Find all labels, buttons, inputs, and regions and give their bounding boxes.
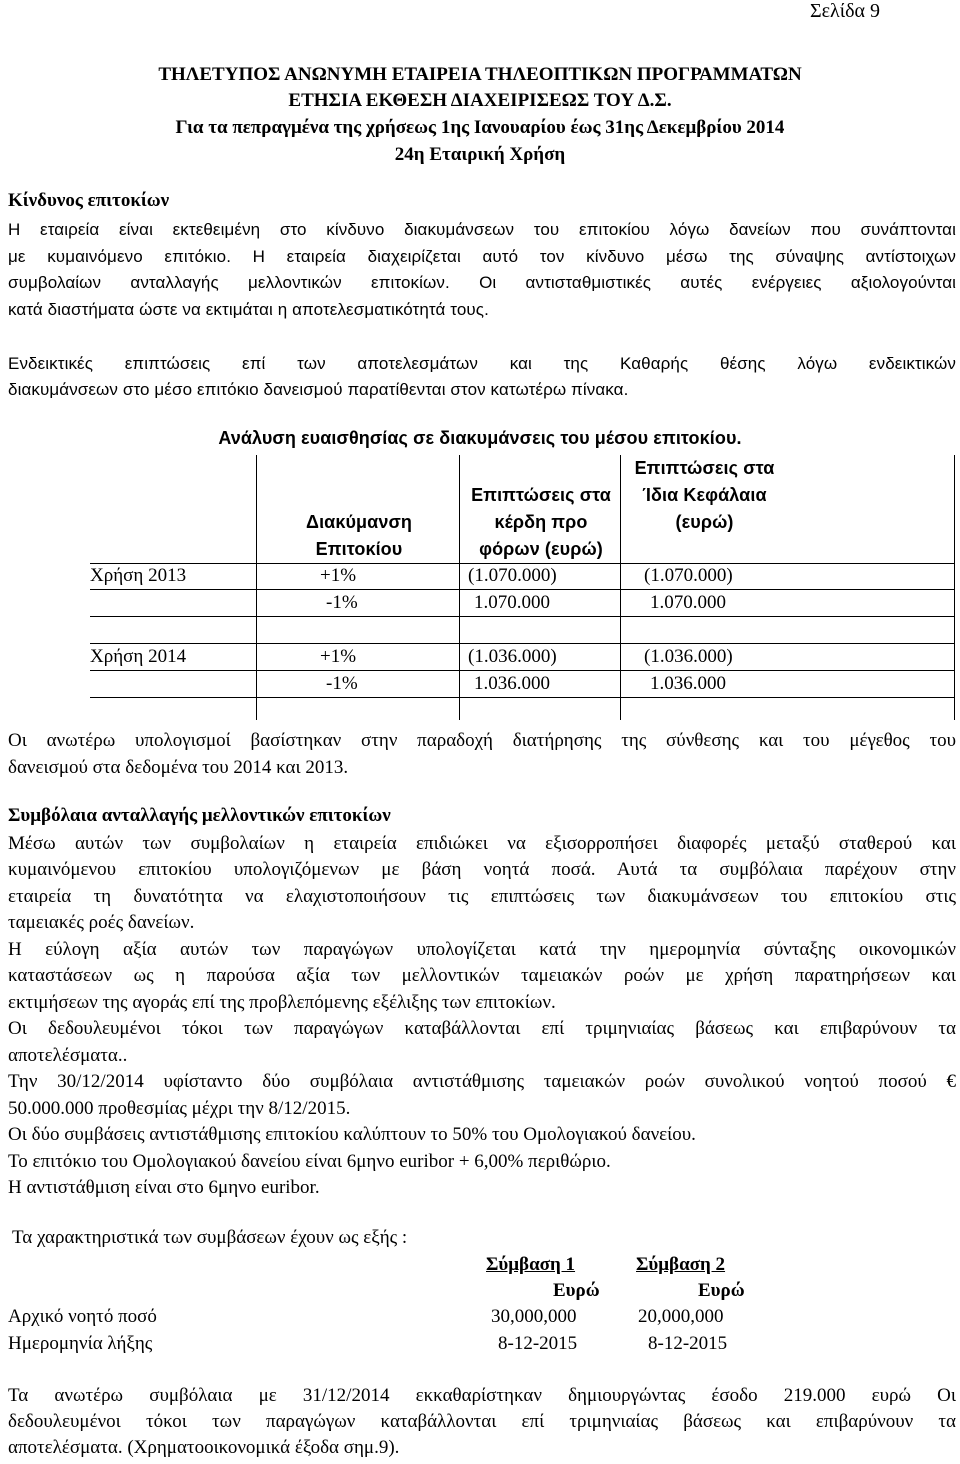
swaps-line: ταμειακές ροές δανείων. [8,912,195,933]
row-year: Χρήση 2014 [90,646,187,667]
swaps-line: Οι δεδουλευμένοι τόκοι των παραγώγων καταβάλλονται επί τριμηνιαίας βάσεως και επιβαρύνουν τα [8,1018,956,1039]
swaps-line: κυμαινόμενου επιτοκίου υπολογιζόμενων με βάση νοητά ποσά. Αυτά τα συμβόλαια παρέχουν στην [8,859,956,880]
contract2-title: Σύμβαση 2 [636,1254,726,1275]
row-equity: 1.070.000 [650,592,726,613]
row-profit: 1.070.000 [474,592,550,613]
risk-line: συμβολαίων ανταλλαγής μελλοντικών επιτοκίων. Οι αντισταθμιστικές αυτές ενέργειες αξιολογούνται [8,273,956,292]
swaps-line: καταστάσεων ως η παρούσα αξία των μελλοντικών ταμειακών ροών με χρήση παρατηρήσεων και [8,965,956,986]
swaps-line: Οι δύο συμβάσεις αντιστάθμισης επιτοκίου καλύπτουν το 50% του Ομολογιακού δανείου. [8,1124,696,1145]
contract-row-v2: 8-12-2015 [648,1333,728,1354]
table-caption: Ανάλυση ευαισθησίας σε διακυμάνσεις του μέσου επιτοκίου. [218,428,742,448]
row-change: -1% [326,673,358,694]
calc-note-line: Οι ανωτέρω υπολογισμοί βασίστηκαν στην παραδοχή διατήρησης της σύνθεσης και του μέγεθος του [8,730,956,751]
header-equity: Επιπτώσεις στα Ίδια Κεφάλαια (ευρώ) [634,458,775,532]
contracts-intro: Τα χαρακτηριστικά των συμβάσεων έχουν ως εξής : [12,1227,408,1248]
sensitivity-grid [90,455,955,720]
calc-note-line: δανεισμού στα δεδομένα του 2014 και 2013. [8,757,349,778]
swaps-line: 50.000.000 προθεσμίας μέχρι την 8/12/2015. [8,1098,351,1119]
swaps-line: Η αντιστάθμιση είναι στο 6μηνο euribor. [8,1177,320,1198]
swaps-line: Μέσω αυτών των συμβολαίων η εταιρεία επιδιώκει να εξισορροπήσει διαφορές μεταξύ σταθερού και [8,833,956,854]
indicative-line: Ενδεικτικές επιπτώσεις επί των αποτελεσμάτων και της Καθαρής θέσης λόγω ενδεικτικών [8,354,956,373]
page-number: Σελίδα 9 [810,0,881,22]
contract-row-v1: 8-12-2015 [498,1333,578,1354]
row-equity: (1.036.000) [644,646,733,667]
contract-row-label: Ημερομηνία λήξης [8,1333,153,1354]
swaps-line: Το επιτόκιο του Ομολογιακού δανείου είναι 6μηνο euribor + 6,00% περιθώριο. [8,1151,611,1172]
contract-row-v2: 20,000,000 [638,1306,724,1327]
row-profit: 1.036.000 [474,673,550,694]
risk-line: με κυμαινόμενο επιτόκιο. Η εταιρεία διαχειρίζεται αυτό τον κίνδυνο μέσω της σύναψης αντίστοιχων [8,247,956,266]
contract-row-label: Αρχικό νοητό ποσό [8,1306,157,1327]
contract2-currency: Ευρώ [698,1280,745,1301]
swaps-line: εκτιμήσεων της αγοράς επί της προβλεπόμενης εξέλιξης των επιτοκίων. [8,992,556,1013]
company-title: ΤΗΛΕΤΥΠΟΣ ΑΝΩΝΥΜΗ ΕΤΑΙΡΕΙΑ ΤΗΛΕΟΠΤΙΚΩΝ ΠΡΟΓΡΑΜΜΑΤΩΝ [158,64,802,85]
swaps-line: Η εύλογη αξία αυτών των παραγώγων υπολογίζεται κατά την ημερομηνία σύνταξης οικονομικών [8,939,956,960]
closing-line: αποτελέσματα. (Χρηματοοικονομικά έξοδα σημ.9). [8,1437,400,1458]
row-profit: (1.036.000) [468,646,557,667]
row-profit: (1.070.000) [468,565,557,586]
fiscal-year: 24η Εταιρική Χρήση [394,144,566,165]
risk-line: κατά διαστήματα ώστε να εκτιμάται η αποτελεσματικότητά τους. [8,300,489,319]
interest-risk-title: Κίνδυνος επιτοκίων [8,190,170,211]
indicative-line: διακυμάνσεων στο μέσο επιτόκιο δανεισμού παρατίθενται στον κατωτέρω πίνακα. [8,380,629,399]
row-change: +1% [320,565,357,586]
swaps-line: αποτελέσματα.. [8,1045,128,1066]
report-title: ΕΤΗΣΙΑ ΕΚΘΕΣΗ ΔΙΑΧΕΙΡΙΣΕΩΣ ΤΟΥ Δ.Σ. [288,90,672,111]
contract-row-v1: 30,000,000 [491,1306,577,1327]
row-equity: 1.036.000 [650,673,726,694]
contract1-currency: Ευρώ [553,1280,600,1301]
closing-line: δεδουλευμένοι τόκοι των παραγώγων καταβάλλονται επί τριμηνιαίας βάσεως και επιβαρύνουν τα [8,1411,956,1432]
contract1-title: Σύμβαση 1 [486,1254,576,1275]
swaps-line: Την 30/12/2014 υφίσταντο δύο συμβόλαια αντιστάθμισης ταμειακών ροών συνολικού νοητού ποσού € [8,1071,956,1092]
report-period: Για τα πεπραγμένα της χρήσεως 1ης Ιανουαρίου έως 31ης Δεκεμβρίου 2014 [175,117,785,138]
header-change: Διακύμανση Επιτοκίου [306,512,412,559]
row-equity: (1.070.000) [644,565,733,586]
swaps-line: εταιρεία τη δυνατότητα να ελαχιστοποιήσουν τις επιπτώσεις των διακυμάνσεων του επιτοκίου στις [8,886,956,907]
header-profit: Επιπτώσεις στα κέρδη προ φόρων (ευρώ) [471,485,611,559]
swaps-title: Συμβόλαια ανταλλαγής μελλοντικών επιτοκίων [8,805,391,826]
risk-line: Η εταιρεία είναι εκτεθειμένη στο κίνδυνο διακυμάνσεων του επιτοκίου λόγω δανείων που συνάπτονται [8,220,956,239]
closing-line: Τα ανωτέρω συμβόλαια με 31/12/2014 εκκαθαρίστηκαν δημιουργώντας έσοδο 219.000 ευρώ Οι [8,1385,956,1406]
row-year: Χρήση 2013 [90,565,187,586]
row-change: +1% [320,646,357,667]
row-change: -1% [326,592,358,613]
